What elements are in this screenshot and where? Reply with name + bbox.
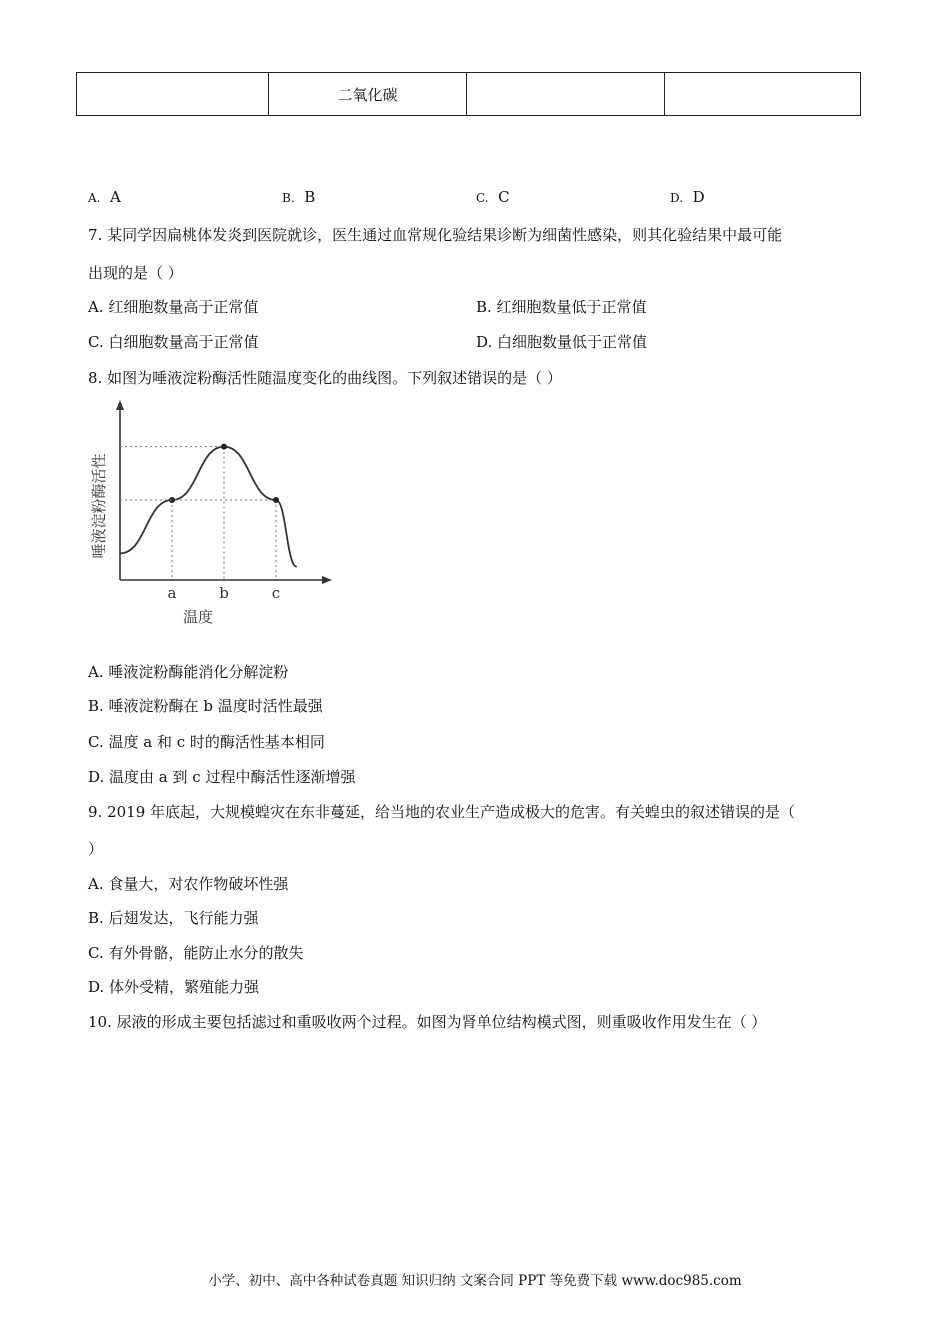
q6-option-a: A. A [88,188,121,206]
table-cell [467,73,665,116]
q8-option-d: D. 温度由 a 到 c 过程中酶活性逐渐增强 [88,768,356,786]
data-point-b [221,444,227,450]
x-axis-label: 温度 [182,608,214,626]
q7-option-c: C. 白细胞数量高于正常值 [88,333,259,351]
q8-stem: 8. 如图为唾液淀粉酶活性随温度变化的曲线图。下列叙述错误的是（ ） [88,369,562,387]
q9-stem-line2: ） [88,840,104,858]
table-cell [665,73,861,116]
table-row [77,73,861,116]
q10-stem: 10. 尿液的形成主要包括滤过和重吸收两个过程。如图为肾单位结构模式图，则重吸收作用发生在（ ） [88,1013,767,1031]
q9-option-b: B. 后翅发达，飞行能力强 [88,909,259,927]
x-axis-arrow [322,576,332,584]
y-axis-arrow [116,400,124,410]
q8-option-a: A. 唾液淀粉酶能消化分解淀粉 [88,663,289,681]
q9-option-c: C. 有外骨骼，能防止水分的散失 [88,944,304,962]
q7-stem-line2: 出现的是（ ） [88,264,183,282]
page-footer: 小学、初中、高中各种试卷真题 知识归纳 文案合同 PPT 等免费下载 www.doc985.com [208,1273,742,1289]
q7-option-d: D. 白细胞数量低于正常值 [476,333,648,351]
q7-stem-line1: 7. 某同学因扁桃体发炎到医院就诊，医生通过血常规化验结果诊断为细菌性感染，则其化验结果中最可能 [88,226,783,244]
q8-option-b: B. 唾液淀粉酶在 b 温度时活性最强 [88,697,323,715]
activity-curve [120,447,297,567]
q9-option-d: D. 体外受精，繁殖能力强 [88,978,260,996]
q7-option-a: A. 红细胞数量高于正常值 [88,298,259,316]
q6-option-b: B. B [282,188,316,206]
tick-label-a: a [167,584,177,602]
data-point-c [273,497,279,503]
answer-table [76,72,861,116]
table-cell: 二氧化碳 [269,73,467,116]
tick-label-b: b [219,584,229,602]
q7-option-b: B. 红细胞数量低于正常值 [476,298,647,316]
q6-option-d: D. D [670,188,705,206]
q9-option-a: A. 食量大，对农作物破坏性强 [88,875,289,893]
q6-option-c: C. C [476,188,510,206]
q8-option-c: C. 温度 a 和 c 时的酶活性基本相同 [88,733,325,751]
q9-stem-line1: 9. 2019 年底起，大规模蝗灾在东非蔓延，给当地的农业生产造成极大的危害。有关蝗虫的叙述错误的是（ [88,803,796,821]
enzyme-activity-chart [84,396,344,632]
tick-label-c: c [271,584,281,602]
y-axis-label: 唾液淀粉酶活性 [90,453,108,559]
table-cell [77,73,269,116]
